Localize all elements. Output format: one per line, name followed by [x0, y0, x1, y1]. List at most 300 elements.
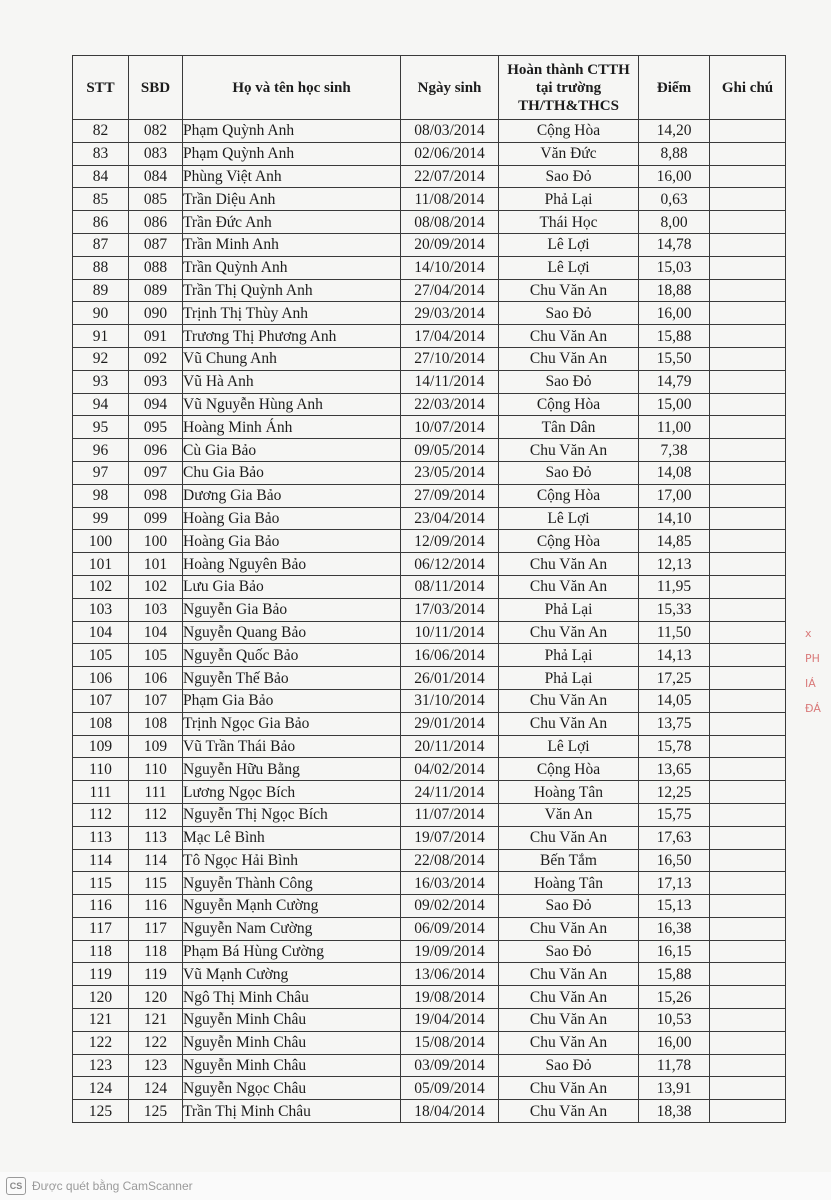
cell-note — [710, 803, 786, 826]
cell-stt: 99 — [73, 507, 129, 530]
cell-score: 14,10 — [639, 507, 710, 530]
cell-student-name: Trần Thị Quỳnh Anh — [183, 279, 401, 302]
cell-primary-school: Phả Lại — [499, 667, 639, 690]
cell-student-name: Nguyễn Mạnh Cường — [183, 895, 401, 918]
cell-note — [710, 872, 786, 895]
cell-sbd: 087 — [129, 233, 183, 256]
cell-sbd: 101 — [129, 553, 183, 576]
table-body — [73, 120, 786, 1123]
cell-student-name: Nguyễn Hữu Bằng — [183, 758, 401, 781]
table-row — [73, 142, 786, 165]
cell-note — [710, 712, 786, 735]
cell-stt: 104 — [73, 621, 129, 644]
cell-sbd: 096 — [129, 439, 183, 462]
cell-sbd: 102 — [129, 575, 183, 598]
cell-primary-school: Chu Văn An — [499, 826, 639, 849]
cell-primary-school: Chu Văn An — [499, 1100, 639, 1123]
cell-birth-date: 10/07/2014 — [401, 416, 499, 439]
cell-student-name: Nguyễn Quang Bảo — [183, 621, 401, 644]
table-row — [73, 940, 786, 963]
cell-student-name: Ngô Thị Minh Châu — [183, 986, 401, 1009]
cell-stt: 116 — [73, 895, 129, 918]
cell-birth-date: 27/09/2014 — [401, 484, 499, 507]
table-row — [73, 393, 786, 416]
cell-score: 11,00 — [639, 416, 710, 439]
cell-note — [710, 667, 786, 690]
cell-birth-date: 20/11/2014 — [401, 735, 499, 758]
cell-stt: 86 — [73, 211, 129, 234]
cell-birth-date: 14/10/2014 — [401, 256, 499, 279]
red-stamp-fragment: x PH IÁ ĐÁ — [805, 627, 821, 715]
cell-sbd: 092 — [129, 347, 183, 370]
table-row — [73, 575, 786, 598]
cell-birth-date: 11/08/2014 — [401, 188, 499, 211]
cell-score: 17,13 — [639, 872, 710, 895]
cell-student-name: Phạm Quỳnh Anh — [183, 142, 401, 165]
header-score: Điểm — [639, 56, 710, 120]
cell-primary-school: Cộng Hòa — [499, 758, 639, 781]
cell-birth-date: 06/12/2014 — [401, 553, 499, 576]
scanner-footer — [0, 1172, 831, 1200]
cell-student-name: Trương Thị Phương Anh — [183, 325, 401, 348]
cell-note — [710, 507, 786, 530]
cell-birth-date: 08/11/2014 — [401, 575, 499, 598]
cell-birth-date: 17/03/2014 — [401, 598, 499, 621]
cell-note — [710, 963, 786, 986]
cell-student-name: Lương Ngọc Bích — [183, 781, 401, 804]
cell-stt: 100 — [73, 530, 129, 553]
cell-score: 0,63 — [639, 188, 710, 211]
cell-sbd: 121 — [129, 1009, 183, 1032]
cell-stt: 118 — [73, 940, 129, 963]
table-row — [73, 553, 786, 576]
cell-sbd: 083 — [129, 142, 183, 165]
cell-note — [710, 211, 786, 234]
cell-birth-date: 27/10/2014 — [401, 347, 499, 370]
cell-score: 18,88 — [639, 279, 710, 302]
cell-birth-date: 19/07/2014 — [401, 826, 499, 849]
cell-score: 16,50 — [639, 849, 710, 872]
header-note: Ghi chú — [710, 56, 786, 120]
cell-birth-date: 02/06/2014 — [401, 142, 499, 165]
table-row — [73, 826, 786, 849]
cell-birth-date: 05/09/2014 — [401, 1077, 499, 1100]
cell-sbd: 125 — [129, 1100, 183, 1123]
cell-score: 15,13 — [639, 895, 710, 918]
cell-birth-date: 17/04/2014 — [401, 325, 499, 348]
cell-note — [710, 530, 786, 553]
cell-sbd: 117 — [129, 917, 183, 940]
cell-student-name: Nguyễn Minh Châu — [183, 1054, 401, 1077]
cell-student-name: Vũ Chung Anh — [183, 347, 401, 370]
cell-note — [710, 1077, 786, 1100]
cell-birth-date: 13/06/2014 — [401, 963, 499, 986]
cell-birth-date: 14/11/2014 — [401, 370, 499, 393]
cell-birth-date: 08/03/2014 — [401, 120, 499, 143]
cell-primary-school: Lê Lợi — [499, 507, 639, 530]
cell-sbd: 115 — [129, 872, 183, 895]
cell-student-name: Nguyễn Thế Bảo — [183, 667, 401, 690]
cell-student-name: Phạm Bá Hùng Cường — [183, 940, 401, 963]
cell-score: 16,38 — [639, 917, 710, 940]
cell-student-name: Trần Quỳnh Anh — [183, 256, 401, 279]
cell-birth-date: 03/09/2014 — [401, 1054, 499, 1077]
table-row — [73, 416, 786, 439]
cell-birth-date: 20/09/2014 — [401, 233, 499, 256]
cell-note — [710, 1031, 786, 1054]
cell-sbd: 124 — [129, 1077, 183, 1100]
header-sbd: SBD — [129, 56, 183, 120]
table-row — [73, 735, 786, 758]
cell-score: 16,00 — [639, 1031, 710, 1054]
cell-primary-school: Sao Đỏ — [499, 895, 639, 918]
cell-note — [710, 370, 786, 393]
cell-primary-school: Cộng Hòa — [499, 484, 639, 507]
table-header — [73, 56, 786, 120]
cell-primary-school: Sao Đỏ — [499, 940, 639, 963]
cell-student-name: Hoàng Gia Bảo — [183, 530, 401, 553]
cell-sbd: 084 — [129, 165, 183, 188]
cell-student-name: Nguyễn Thị Ngọc Bích — [183, 803, 401, 826]
cell-note — [710, 302, 786, 325]
cell-stt: 121 — [73, 1009, 129, 1032]
cell-primary-school: Phả Lại — [499, 188, 639, 211]
cell-score: 15,26 — [639, 986, 710, 1009]
cell-note — [710, 439, 786, 462]
table-row — [73, 302, 786, 325]
cell-stt: 95 — [73, 416, 129, 439]
cell-primary-school: Cộng Hòa — [499, 530, 639, 553]
cell-birth-date: 19/08/2014 — [401, 986, 499, 1009]
cell-stt: 109 — [73, 735, 129, 758]
cell-score: 11,95 — [639, 575, 710, 598]
cell-birth-date: 23/05/2014 — [401, 461, 499, 484]
cell-score: 7,38 — [639, 439, 710, 462]
cell-student-name: Cù Gia Bảo — [183, 439, 401, 462]
table-row — [73, 484, 786, 507]
cell-stt: 83 — [73, 142, 129, 165]
cell-note — [710, 1054, 786, 1077]
cell-stt: 101 — [73, 553, 129, 576]
table-row — [73, 188, 786, 211]
cell-score: 16,15 — [639, 940, 710, 963]
table-row — [73, 621, 786, 644]
cell-sbd: 106 — [129, 667, 183, 690]
cell-student-name: Phùng Việt Anh — [183, 165, 401, 188]
cell-stt: 114 — [73, 849, 129, 872]
cell-student-name: Phạm Gia Bảo — [183, 689, 401, 712]
cell-sbd: 086 — [129, 211, 183, 234]
cell-primary-school: Hoàng Tân — [499, 872, 639, 895]
cell-sbd: 107 — [129, 689, 183, 712]
table-row — [73, 1009, 786, 1032]
cell-student-name: Nguyễn Nam Cường — [183, 917, 401, 940]
cell-sbd: 094 — [129, 393, 183, 416]
cell-birth-date: 11/07/2014 — [401, 803, 499, 826]
cell-score: 11,50 — [639, 621, 710, 644]
cell-student-name: Trần Đức Anh — [183, 211, 401, 234]
cell-sbd: 091 — [129, 325, 183, 348]
table-row — [73, 347, 786, 370]
cell-primary-school: Thái Học — [499, 211, 639, 234]
cell-score: 14,78 — [639, 233, 710, 256]
cell-stt: 122 — [73, 1031, 129, 1054]
cell-note — [710, 325, 786, 348]
cell-score: 15,88 — [639, 325, 710, 348]
cell-birth-date: 12/09/2014 — [401, 530, 499, 553]
cell-primary-school: Chu Văn An — [499, 963, 639, 986]
cell-birth-date: 09/02/2014 — [401, 895, 499, 918]
cell-primary-school: Chu Văn An — [499, 712, 639, 735]
cell-note — [710, 484, 786, 507]
table-row — [73, 712, 786, 735]
cell-score: 14,05 — [639, 689, 710, 712]
header-row — [73, 56, 786, 120]
cell-primary-school: Chu Văn An — [499, 279, 639, 302]
cell-stt: 85 — [73, 188, 129, 211]
table-row — [73, 233, 786, 256]
cell-sbd: 100 — [129, 530, 183, 553]
header-dob: Ngày sinh — [401, 56, 499, 120]
header-name: Họ và tên học sinh — [183, 56, 401, 120]
table-row — [73, 895, 786, 918]
cell-score: 12,25 — [639, 781, 710, 804]
cell-sbd: 113 — [129, 826, 183, 849]
cell-score: 14,08 — [639, 461, 710, 484]
cell-note — [710, 895, 786, 918]
cell-note — [710, 1009, 786, 1032]
cell-note — [710, 120, 786, 143]
table-row — [73, 120, 786, 143]
cell-sbd: 120 — [129, 986, 183, 1009]
cell-birth-date: 16/03/2014 — [401, 872, 499, 895]
cell-sbd: 099 — [129, 507, 183, 530]
cell-birth-date: 10/11/2014 — [401, 621, 499, 644]
cell-score: 14,79 — [639, 370, 710, 393]
cell-note — [710, 781, 786, 804]
cell-birth-date: 31/10/2014 — [401, 689, 499, 712]
cell-birth-date: 29/03/2014 — [401, 302, 499, 325]
cell-birth-date: 16/06/2014 — [401, 644, 499, 667]
cell-student-name: Nguyễn Thành Công — [183, 872, 401, 895]
cell-score: 8,00 — [639, 211, 710, 234]
cell-primary-school: Sao Đỏ — [499, 461, 639, 484]
cell-birth-date: 22/03/2014 — [401, 393, 499, 416]
cell-student-name: Vũ Mạnh Cường — [183, 963, 401, 986]
cell-birth-date: 18/04/2014 — [401, 1100, 499, 1123]
table-row — [73, 507, 786, 530]
table-row — [73, 917, 786, 940]
cell-sbd: 109 — [129, 735, 183, 758]
table-row — [73, 1100, 786, 1123]
table-row — [73, 279, 786, 302]
cell-score: 13,75 — [639, 712, 710, 735]
table-row — [73, 325, 786, 348]
cell-score: 17,63 — [639, 826, 710, 849]
camscanner-logo-icon: CS — [6, 1177, 26, 1195]
cell-stt: 111 — [73, 781, 129, 804]
cell-score: 13,91 — [639, 1077, 710, 1100]
cell-sbd: 110 — [129, 758, 183, 781]
cell-sbd: 095 — [129, 416, 183, 439]
cell-score: 15,78 — [639, 735, 710, 758]
cell-stt: 107 — [73, 689, 129, 712]
table-row — [73, 598, 786, 621]
cell-note — [710, 644, 786, 667]
cell-sbd: 089 — [129, 279, 183, 302]
cell-primary-school: Chu Văn An — [499, 553, 639, 576]
cell-score: 15,75 — [639, 803, 710, 826]
cell-note — [710, 461, 786, 484]
cell-stt: 108 — [73, 712, 129, 735]
cell-primary-school: Chu Văn An — [499, 1031, 639, 1054]
cell-note — [710, 940, 786, 963]
cell-stt: 103 — [73, 598, 129, 621]
cell-stt: 113 — [73, 826, 129, 849]
cell-sbd: 103 — [129, 598, 183, 621]
cell-sbd: 112 — [129, 803, 183, 826]
cell-student-name: Trịnh Thị Thùy Anh — [183, 302, 401, 325]
cell-stt: 112 — [73, 803, 129, 826]
cell-stt: 119 — [73, 963, 129, 986]
cell-student-name: Phạm Quỳnh Anh — [183, 120, 401, 143]
cell-stt: 97 — [73, 461, 129, 484]
cell-primary-school: Chu Văn An — [499, 986, 639, 1009]
cell-score: 17,00 — [639, 484, 710, 507]
cell-note — [710, 621, 786, 644]
table-row — [73, 211, 786, 234]
cell-sbd: 108 — [129, 712, 183, 735]
cell-primary-school: Chu Văn An — [499, 621, 639, 644]
student-results-table — [72, 55, 786, 1123]
cell-primary-school: Bến Tắm — [499, 849, 639, 872]
cell-primary-school: Chu Văn An — [499, 689, 639, 712]
table-row — [73, 689, 786, 712]
cell-sbd: 118 — [129, 940, 183, 963]
cell-student-name: Nguyễn Quốc Bảo — [183, 644, 401, 667]
table-row — [73, 667, 786, 690]
cell-birth-date: 15/08/2014 — [401, 1031, 499, 1054]
cell-score: 8,88 — [639, 142, 710, 165]
cell-note — [710, 575, 786, 598]
cell-score: 17,25 — [639, 667, 710, 690]
table-row — [73, 439, 786, 462]
cell-sbd: 105 — [129, 644, 183, 667]
cell-note — [710, 917, 786, 940]
table-row — [73, 872, 786, 895]
scanner-caption: Được quét bằng CamScanner — [32, 1179, 193, 1193]
cell-score: 15,33 — [639, 598, 710, 621]
table-row — [73, 1054, 786, 1077]
table-row — [73, 803, 786, 826]
cell-primary-school: Sao Đỏ — [499, 302, 639, 325]
cell-note — [710, 826, 786, 849]
cell-sbd: 085 — [129, 188, 183, 211]
header-stt: STT — [73, 56, 129, 120]
cell-score: 14,85 — [639, 530, 710, 553]
cell-student-name: Trần Thị Minh Châu — [183, 1100, 401, 1123]
cell-sbd: 119 — [129, 963, 183, 986]
cell-stt: 88 — [73, 256, 129, 279]
cell-birth-date: 06/09/2014 — [401, 917, 499, 940]
cell-sbd: 122 — [129, 1031, 183, 1054]
cell-student-name: Hoàng Nguyên Bảo — [183, 553, 401, 576]
cell-score: 15,88 — [639, 963, 710, 986]
cell-stt: 92 — [73, 347, 129, 370]
cell-note — [710, 553, 786, 576]
cell-sbd: 111 — [129, 781, 183, 804]
cell-birth-date: 29/01/2014 — [401, 712, 499, 735]
cell-student-name: Mạc Lê Bình — [183, 826, 401, 849]
cell-primary-school: Lê Lợi — [499, 735, 639, 758]
cell-stt: 115 — [73, 872, 129, 895]
cell-note — [710, 165, 786, 188]
table-row — [73, 986, 786, 1009]
cell-primary-school: Lê Lợi — [499, 256, 639, 279]
cell-birth-date: 19/04/2014 — [401, 1009, 499, 1032]
cell-note — [710, 188, 786, 211]
table-row — [73, 849, 786, 872]
cell-student-name: Hoàng Minh Ánh — [183, 416, 401, 439]
cell-stt: 96 — [73, 439, 129, 462]
cell-student-name: Nguyễn Minh Châu — [183, 1031, 401, 1054]
cell-stt: 84 — [73, 165, 129, 188]
cell-score: 14,20 — [639, 120, 710, 143]
cell-stt: 117 — [73, 917, 129, 940]
cell-stt: 123 — [73, 1054, 129, 1077]
cell-primary-school: Cộng Hòa — [499, 120, 639, 143]
cell-sbd: 114 — [129, 849, 183, 872]
cell-sbd: 098 — [129, 484, 183, 507]
cell-score: 10,53 — [639, 1009, 710, 1032]
header-school: Hoàn thành CTTH tại trường TH/TH&THCS — [499, 56, 639, 120]
cell-student-name: Nguyễn Ngọc Châu — [183, 1077, 401, 1100]
cell-student-name: Tô Ngọc Hải Bình — [183, 849, 401, 872]
table-row — [73, 1077, 786, 1100]
cell-primary-school: Lê Lợi — [499, 233, 639, 256]
cell-stt: 87 — [73, 233, 129, 256]
cell-note — [710, 233, 786, 256]
cell-sbd: 082 — [129, 120, 183, 143]
cell-primary-school: Phả Lại — [499, 644, 639, 667]
cell-birth-date: 04/02/2014 — [401, 758, 499, 781]
table-row — [73, 781, 786, 804]
cell-birth-date: 27/04/2014 — [401, 279, 499, 302]
cell-primary-school: Sao Đỏ — [499, 1054, 639, 1077]
cell-note — [710, 758, 786, 781]
cell-student-name: Chu Gia Bảo — [183, 461, 401, 484]
cell-note — [710, 279, 786, 302]
cell-birth-date: 22/08/2014 — [401, 849, 499, 872]
cell-primary-school: Sao Đỏ — [499, 165, 639, 188]
cell-stt: 89 — [73, 279, 129, 302]
cell-note — [710, 735, 786, 758]
cell-student-name: Vũ Hà Anh — [183, 370, 401, 393]
cell-score: 16,00 — [639, 302, 710, 325]
cell-student-name: Trần Minh Anh — [183, 233, 401, 256]
cell-score: 15,00 — [639, 393, 710, 416]
cell-student-name: Nguyễn Gia Bảo — [183, 598, 401, 621]
cell-student-name: Trần Diệu Anh — [183, 188, 401, 211]
cell-primary-school: Tân Dân — [499, 416, 639, 439]
cell-birth-date: 26/01/2014 — [401, 667, 499, 690]
cell-note — [710, 416, 786, 439]
table-row — [73, 963, 786, 986]
cell-note — [710, 256, 786, 279]
table-row — [73, 1031, 786, 1054]
cell-stt: 106 — [73, 667, 129, 690]
cell-birth-date: 22/07/2014 — [401, 165, 499, 188]
